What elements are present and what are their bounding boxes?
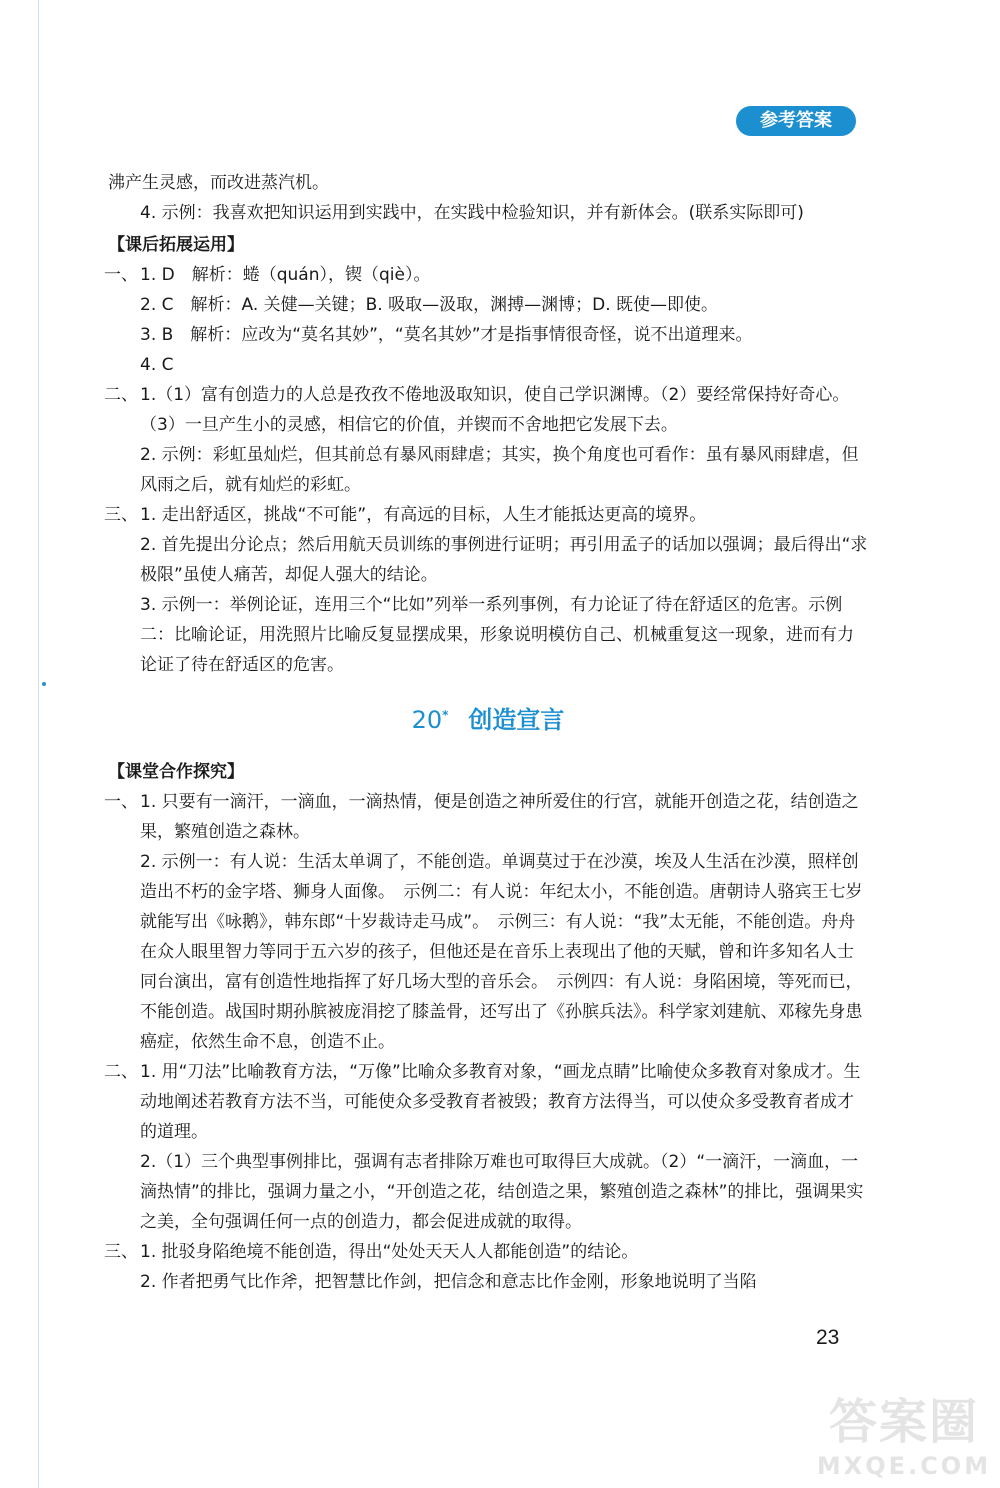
list-item: 2. 作者把勇气比作斧，把智慧比作剑，把信念和意志比作金刚，形象地说明了当陷 — [140, 1272, 757, 1292]
list-item: 二、 1.（1）富有创造力的人总是孜孜不倦地汲取知识，使自己学识渊博。（2）要经常保持好奇心。（3）一旦产生小的灵感，相信它的价值，并锲而不舍地把它发展下去。 — [108, 380, 868, 440]
group-prefix: 三、 — [104, 1242, 138, 1262]
section-title-extension: 【课后拓展运用】 — [108, 235, 244, 255]
list-item: 2. 示例：彩虹虽灿烂，但其前总有暴风雨肆虐；其实，换个角度也可看作：虽有暴风雨肆虐，但风雨之后，就有灿烂的彩虹。 — [140, 445, 859, 495]
list-item: 2. 示例一：有人说：生活太单调了，不能创造。单调莫过于在沙漠，埃及人生活在沙漠，照样创造出不朽的金字塔、狮身人面像。 示例二：有人说：年纪太小，不能创造。唐朝诗人骆宾王七岁就能写出《咏鹅》，韩东郎“十岁裁诗走马成”。 示例三：有人说：“我”太无能，不能创造。舟舟在众人眼里智力等同于五六岁的孩子，但他还是在音乐上表现出了他的天赋，曾和许多知名人士同台演出，富有创造性地指挥了好几场大型的音乐会。 示例四：有人说：身陷困境，等死而已，不能创造。战国时期孙膑被庞涓挖了膝盖骨，还写出了《孙膑兵法》。科学家刘建航、邓稼先身患癌症，依然生命不息，创造不止。 — [140, 852, 863, 1052]
watermark-logo — [816, 1392, 992, 1482]
list-item: 二、 1. 用“刀法”比喻教育方法，“万像”比喻众多教育对象，“画龙点睛”比喻使众多教育对象成才。生动地阐述若教育方法不当，可能使众多受教育者被毁；教育方法得当，可以使众多受教育者成才的道理。 — [108, 1057, 868, 1147]
answer-key-badge: 参考答案 — [736, 106, 856, 136]
watermark-main: 答案圈 — [828, 1394, 979, 1450]
group-prefix: 一、 — [104, 792, 138, 812]
list-item: 2. 首先提出分论点；然后用航天员训练的事例进行证明；再引用孟子的话加以强调；最后得出“求极限”虽使人痛苦，却促人强大的结论。 — [140, 535, 868, 585]
list-item: 一、 1. 只要有一滴汗，一滴血，一滴热情，便是创造之神所爱住的行宫，就能开创造之花，结创造之果，繁殖创造之森林。 — [108, 787, 868, 847]
intro-line-1: 沸产生灵感，而改进蒸汽机。 — [108, 173, 329, 193]
page-number: 23 — [816, 1326, 840, 1349]
list-item: 2. C 解析：A. 关健—关键；B. 吸取—汲取，渊搏—渊博；D. 既使—即使。 — [140, 295, 718, 315]
list-item: 4. C — [140, 355, 174, 375]
list-item: 三、 1. 走出舒适区，挑战“不可能”，有高远的目标，人生才能抵达更高的境界。 — [108, 500, 868, 530]
lesson-title: 创造宣言 — [468, 706, 565, 734]
list-item: 3. B 解析：应改为“莫名其妙”，“莫名其妙”才是指事情很奇怪，说不出道理来。 — [140, 325, 753, 345]
section-title-class: 【课堂合作探究】 — [108, 762, 244, 782]
group-prefix: 二、 — [104, 385, 138, 405]
list-item: 三、 1. 批驳身陷绝境不能创造，得出“处处天天人人都能创造”的结论。 — [108, 1237, 868, 1267]
list-item: 一、 1. D 解析：蜷（quán），锲（qiè）。 — [108, 260, 868, 290]
intro-line-2: 4. 示例：我喜欢把知识运用到实践中，在实践中检验知识，并有新体会。(联系实际即可) — [140, 203, 804, 223]
list-item: 2.（1）三个典型事例排比，强调有志者排除万难也可取得巨大成就。（2）“一滴汗，一滴血，一滴热情”的排比，强调力量之小，“开创造之花，结创造之果，繁殖创造之森林”的排比，强调果实之美，全句强调任何一点的创造力，都会促进成就的取得。 — [140, 1152, 864, 1232]
page-edge-line — [38, 0, 39, 1488]
lesson-star: * — [442, 708, 449, 722]
list-item: 3. 示例一：举例论证，连用三个“比如”列举一系列事例，有力论证了待在舒适区的危害。示例二：比喻论证，用洗照片比喻反复显摆成果，形象说明模仿自己、机械重复这一现象，进而有力论证了待在舒适区的危害。 — [140, 595, 854, 675]
group-prefix: 三、 — [104, 505, 138, 525]
watermark-sub: MXQE.COM — [816, 1452, 992, 1480]
group-prefix: 二、 — [104, 1062, 138, 1082]
page-content — [104, 168, 868, 1297]
lesson-heading — [108, 700, 868, 735]
margin-dot — [42, 682, 46, 686]
lesson-number: 20 — [411, 706, 443, 734]
group-prefix: 一、 — [104, 265, 138, 285]
